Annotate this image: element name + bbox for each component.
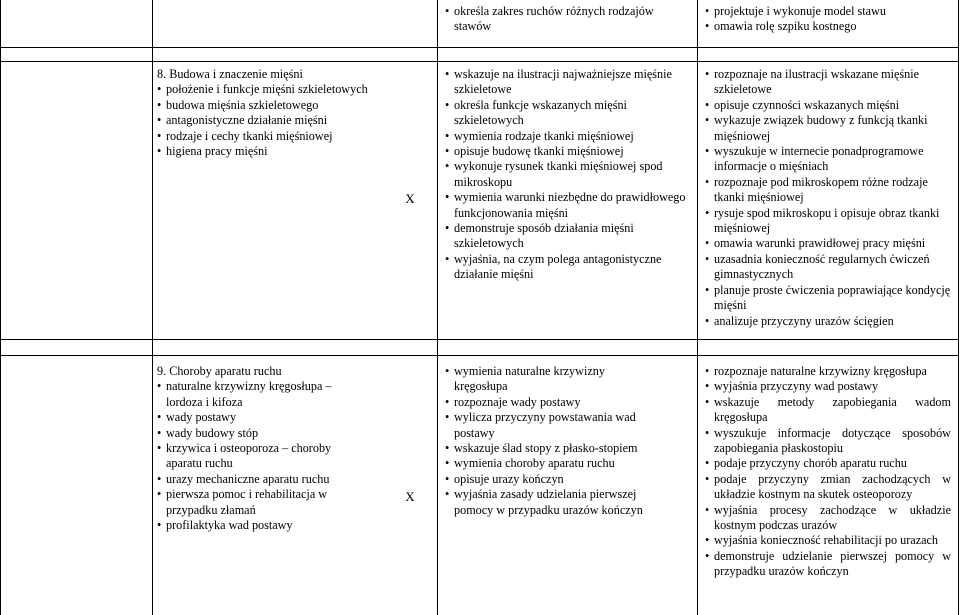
marker-x: X <box>405 191 415 206</box>
list-item: • wady budowy stóp <box>157 426 355 441</box>
list-item: • wyszukuje w internecie ponadprogramowe informacje o mięśniach <box>705 144 951 175</box>
list-item: • określa zakres ruchów różnych rodzajów stawów <box>445 4 692 35</box>
list-item: • wymienia choroby aparatu ruchu <box>445 456 660 471</box>
list-item: • demonstruje sposób działania mięśni szkieletowych <box>445 221 691 252</box>
table-row <box>445 4 692 35</box>
list-item: • określa funkcje wskazanych mięśni szkieletowych <box>445 98 691 129</box>
list-item: • wskazuje na ilustracji najważniejsze mięśnie szkieletowe <box>445 67 691 98</box>
section-title: 9. Choroby aparatu ruchu <box>157 364 282 378</box>
list-item: • wymienia rodzaje tkanki mięśniowej <box>445 129 691 144</box>
list-item: • rozpoznaje naturalne krzywizny kręgosłupa <box>705 364 951 379</box>
list-item: • planuje proste ćwiczenia poprawiające kondycję mięśni <box>705 283 951 314</box>
extended-requirements-list <box>705 364 951 580</box>
list-item: • opisuje budowę tkanki mięśniowej <box>445 144 691 159</box>
extended-requirements-cell <box>705 364 951 580</box>
table-row-divider <box>0 355 959 356</box>
list-item: • antagonistyczne działanie mięśni <box>157 113 382 128</box>
table-border-col3 <box>697 0 698 615</box>
table-row-divider <box>0 47 959 48</box>
list-item: • projektuje i wykonuje model stawu <box>705 4 951 19</box>
table-border-col1 <box>152 0 153 615</box>
table-border-right <box>958 0 959 615</box>
list-item: • analizuje przyczyny urazów ścięgien <box>705 314 951 329</box>
list-item: • wymienia warunki niezbędne do prawidłowego funkcjonowania mięśni <box>445 190 691 221</box>
list-item: • podaje przyczyny zmian zachodzących w układzie kostnym na skutek osteoporozy <box>705 472 951 503</box>
table-row <box>705 4 951 35</box>
extended-requirements-list <box>705 4 951 35</box>
list-item: • wady postawy <box>157 410 355 425</box>
list-item: • budowa mięśnia szkieletowego <box>157 98 382 113</box>
topics-list <box>157 82 382 159</box>
basic-requirements-list <box>445 67 691 283</box>
list-item: • opisuje urazy kończyn <box>445 472 660 487</box>
extended-requirements-cell <box>705 67 951 329</box>
list-item: • higiena pracy mięśni <box>157 144 382 159</box>
list-item: • wyjaśnia zasady udzielania pierwszej pomocy w przypadku urazów kończyn <box>445 487 660 518</box>
list-item: • wyjaśnia procesy zachodzące w układzie kostnym podczas urazów <box>705 503 951 534</box>
marker-x: X <box>405 489 415 504</box>
list-item: • wylicza przyczyny powstawania wad postawy <box>445 410 660 441</box>
list-item: • wymienia naturalne krzywizny kręgosłupa <box>445 364 660 395</box>
list-item: • rozpoznaje pod mikroskopem różne rodzaje tkanki mięśniowej <box>705 175 951 206</box>
list-item: • uzasadnia konieczność regularnych ćwiczeń gimnastycznych <box>705 252 951 283</box>
list-item: • wyjaśnia konieczność rehabilitacji po urazach <box>705 533 951 548</box>
list-item: • omawia warunki prawidłowej pracy mięśni <box>705 236 951 251</box>
list-item: • wskazuje metody zapobiegania wadom kręgosłupa <box>705 395 951 426</box>
list-item: • wykonuje rysunek tkanki mięśniowej spod mikroskopu <box>445 159 691 190</box>
topics-list <box>157 379 355 533</box>
list-item: • położenie i funkcje mięśni szkieletowych <box>157 82 382 97</box>
list-item: • wykazuje związek budowy z funkcją tkanki mięśniowej <box>705 113 951 144</box>
basic-requirements-list <box>445 364 660 518</box>
list-item: • wyszukuje informacje dotyczące sposobów zapobiegania płaskostopiu <box>705 426 951 457</box>
basic-requirements-list <box>445 4 692 35</box>
basic-requirements-cell <box>445 364 660 518</box>
table-border-col2 <box>437 0 438 615</box>
list-item: • urazy mechaniczne aparatu ruchu <box>157 472 355 487</box>
list-item: • wskazuje ślad stopy z płasko-stopiem <box>445 441 660 456</box>
list-item: • rozpoznaje na ilustracji wskazane mięśnie szkieletowe <box>705 67 951 98</box>
list-item: • opisuje czynności wskazanych mięśni <box>705 98 951 113</box>
table-row-divider <box>0 61 959 62</box>
list-item: • naturalne krzywizny kręgosłupa – lordoza i kifoza <box>157 379 355 410</box>
basic-requirements-cell <box>445 67 691 283</box>
extended-requirements-list <box>705 67 951 329</box>
topic-cell <box>157 364 355 533</box>
list-item: • omawia rolę szpiku kostnego <box>705 19 951 34</box>
list-item: • rysuje spod mikroskopu i opisuje obraz tkanki mięśniowej <box>705 206 951 237</box>
section-title: 8. Budowa i znaczenie mięśni <box>157 67 303 81</box>
list-item: • wyjaśnia przyczyny wad postawy <box>705 379 951 394</box>
list-item: • pierwsza pomoc i rehabilitacja w przypadku złamań <box>157 487 355 518</box>
list-item: • rodzaje i cechy tkanki mięśniowej <box>157 129 382 144</box>
list-item: • podaje przyczyny chorób aparatu ruchu <box>705 456 951 471</box>
list-item: • profilaktyka wad postawy <box>157 518 355 533</box>
list-item: • wyjaśnia, na czym polega antagonistyczne działanie mięśni <box>445 252 691 283</box>
topic-cell <box>157 67 382 159</box>
list-item: • rozpoznaje wady postawy <box>445 395 660 410</box>
list-item: • krzywica i osteoporoza – choroby aparatu ruchu <box>157 441 355 472</box>
list-item: • demonstruje udzielanie pierwszej pomocy w przypadku urazów kończyn <box>705 549 951 580</box>
table-row-divider <box>0 339 959 340</box>
table-border-left <box>0 0 1 615</box>
